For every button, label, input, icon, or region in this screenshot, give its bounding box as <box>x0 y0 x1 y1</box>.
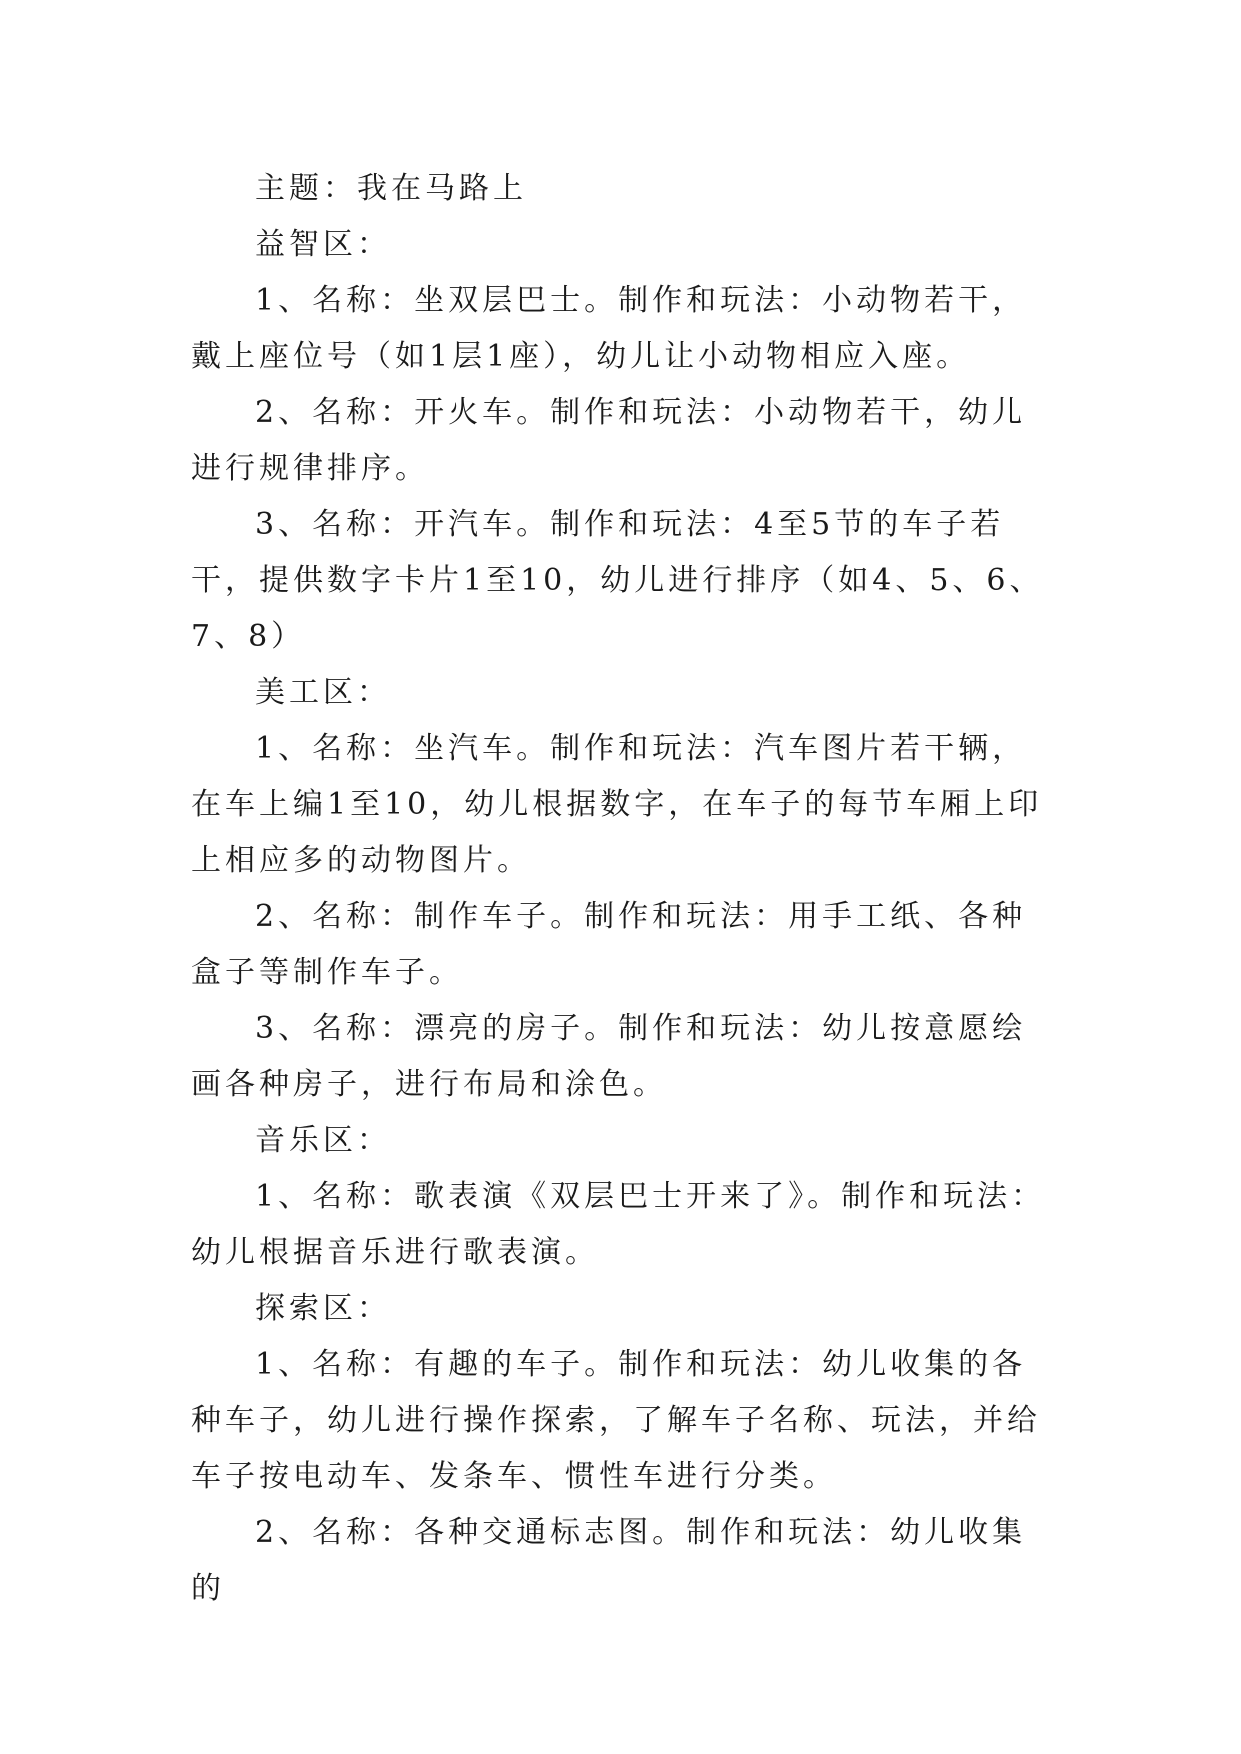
paragraph-explore-2: 2、名称：各种交通标志图。制作和玩法：幼儿收集的 <box>191 1515 1027 1606</box>
section-heading-art-area: 美工区： <box>255 675 391 710</box>
paragraph-art-3: 3、名称：漂亮的房子。制作和玩法：幼儿按意愿绘画各种房子，进行布局和涂色。 <box>191 1011 1027 1102</box>
paragraph-art-1: 1、名称：坐汽车。制作和玩法：汽车图片若干辆，在车上编1至10，幼儿根据数字，在车子的每节车厢上印上相应多的动物图片。 <box>191 731 1043 878</box>
section-heading-puzzle-area: 益智区： <box>255 227 391 262</box>
document-body <box>191 161 1051 1617</box>
paragraph-puzzle-1: 1、名称：坐双层巴士。制作和玩法：小动物若干，戴上座位号（如1层1座），幼儿让小动物相应入座。 <box>191 283 1027 374</box>
paragraph-explore-1: 1、名称：有趣的车子。制作和玩法：幼儿收集的各种车子，幼儿进行操作探索，了解车子名称、玩法，并给车子按电动车、发条车、惯性车进行分类。 <box>191 1347 1041 1494</box>
section-heading-music-area: 音乐区： <box>255 1123 391 1158</box>
paragraph-puzzle-2: 2、名称：开火车。制作和玩法：小动物若干，幼儿进行规律排序。 <box>191 395 1027 486</box>
paragraph-art-2: 2、名称：制作车子。制作和玩法：用手工纸、各种盒子等制作车子。 <box>191 899 1027 990</box>
paragraph-puzzle-3: 3、名称：开汽车。制作和玩法：4至5节的车子若干，提供数字卡片1至10，幼儿进行排序（如4、5、6、7、8） <box>191 507 1044 654</box>
section-heading-explore-area: 探索区： <box>255 1291 391 1326</box>
paragraph-music-1: 1、名称：歌表演《双层巴士开来了》。制作和玩法：幼儿根据音乐进行歌表演。 <box>191 1179 1046 1270</box>
document-title: 主题：我在马路上 <box>255 171 527 206</box>
